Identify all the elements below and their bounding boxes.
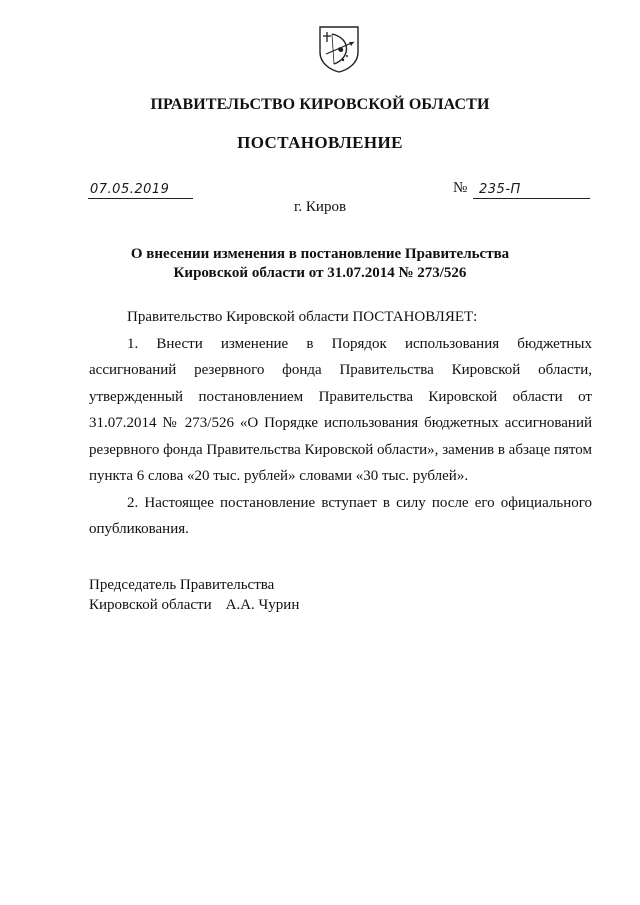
date-field	[88, 178, 193, 199]
coat-of-arms-icon	[317, 24, 361, 74]
government-title: ПРАВИТЕЛЬСТВО КИРОВСКОЙ ОБЛАСТИ	[150, 96, 490, 113]
item-2-paragraph: 2. Настоящее постановление вступает в силу после его официального опубликования.	[89, 494, 592, 537]
intro-paragraph: Правительство Кировской области ПОСТАНОВЛЯЕТ:	[127, 309, 478, 325]
signatory-position-line-1: Председатель Правительства	[89, 577, 275, 593]
item-1-paragraph: 1. Внести изменение в Порядок использования бюджетных ассигнований резервного фонда Правительства Кировской области, утвержденный постановлением Правительства Кировской области от 31.07.2014 № 273/526 «О Порядке использования бюджетных ассигнований резервного фонда Правительства Кировской области», заменив в абзаце пятом пункта 6 слова «20 тыс. рублей» словами «30 тыс. рублей».	[89, 335, 592, 484]
city-label: г. Киров	[293, 199, 347, 215]
subject-line-2: Кировской области от 31.07.2014 № 273/526	[173, 265, 467, 281]
document-number: 235-П	[479, 182, 521, 197]
document-type-title: ПОСТАНОВЛЕНИЕ	[237, 133, 403, 152]
number-field	[473, 178, 590, 199]
signatory-name: А.А. Чурин	[225, 597, 300, 613]
signature-block	[89, 575, 299, 615]
signatory-position-line-2	[89, 595, 299, 615]
document-date: 07.05.2019	[90, 182, 170, 197]
coat-of-arms-graphic	[317, 24, 361, 74]
subject-line-1: О внесении изменения в постановление Правительства	[130, 246, 510, 262]
signatory-position-region: Кировской области	[89, 597, 212, 613]
document-subject	[0, 245, 640, 283]
document-body	[89, 304, 592, 543]
number-sign: №	[453, 180, 468, 196]
